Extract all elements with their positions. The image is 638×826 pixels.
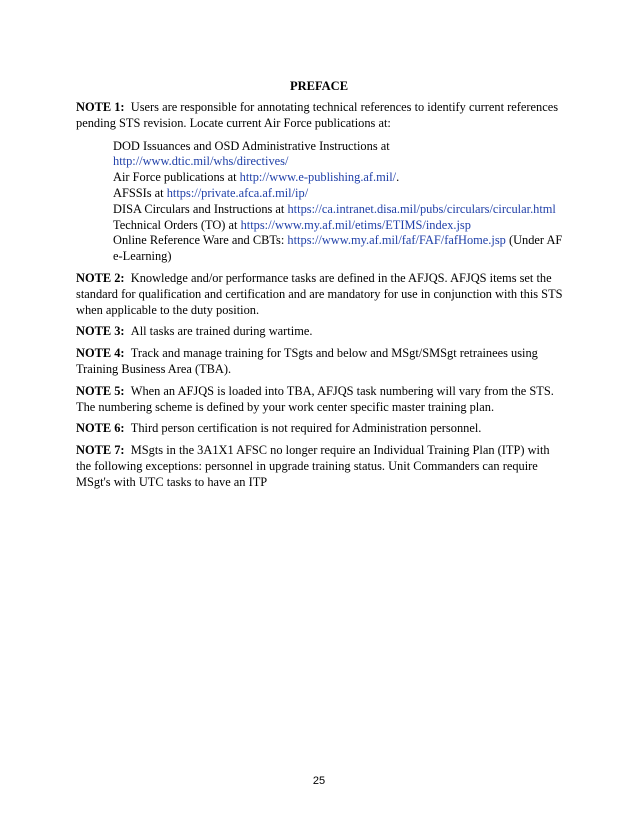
reference-link[interactable]: https://www.my.af.mil/etims/ETIMS/index.jsp [240,217,471,232]
note-6 [76,421,566,437]
note-2 [76,271,566,318]
reference-link[interactable]: https://www.my.af.mil/faf/FAF/fafHome.jsp [287,233,506,248]
reference-label: DOD Issuances and OSD Administrative Instructions at [113,138,390,153]
page-title: PREFACE [289,79,349,93]
note-label: NOTE 2: [76,270,125,285]
note-7 [76,443,566,490]
note-text: Track and manage training for TSgts and below and MSgt/SMSgt retrainees using Training Business Area (TBA). [76,346,538,376]
reference-label: DISA Circulars and Instructions at [113,201,288,216]
note-text: MSgts in the 3A1X1 AFSC no longer require an Individual Training Plan (ITP) with the following exceptions: personnel in upgrade training status. Unit Commanders can require MSgt's with UTC tasks to have an ITP [76,443,550,489]
note-text: When an AFJQS is loaded into TBA, AFJQS task numbering will vary from the STS. The numbering scheme is defined by your work center specific master training plan. [76,383,554,414]
note-label: NOTE 6: [76,421,125,436]
page-number: 25 [312,775,326,787]
reference-label: AFSSIs at [113,185,167,200]
reference-suffix: . [396,170,400,185]
reference-item [113,154,566,170]
note-label: NOTE 3: [76,324,125,339]
reference-item [113,202,566,218]
reference-link[interactable]: https://private.afca.af.mil/ip/ [166,185,309,200]
reference-link[interactable]: http://www.e-publishing.af.mil/ [239,170,397,185]
note-4 [76,346,566,378]
note-label: NOTE 7: [76,443,125,458]
reference-list [113,139,566,265]
reference-item [113,233,566,265]
document-body [76,100,566,497]
note-1-label: NOTE 1: [76,100,125,114]
note-text: Third person certification is not required for Administration personnel. [130,421,482,436]
note-label: NOTE 5: [76,383,125,398]
reference-item [113,186,566,202]
note-text: Knowledge and/or performance tasks are defined in the AFJQS. AFJQS items set the standard for qualification and certification and are mandatory for use in conjunction with this STS when applicable to the duty position. [76,270,563,317]
note-text: All tasks are trained during wartime. [130,324,313,339]
reference-item [113,139,566,155]
reference-suffix: (Under AF e-Learning) [113,233,563,264]
reference-link[interactable]: http://www.dtic.mil/whs/directives/ [113,154,289,169]
reference-label: Air Force publications at [113,170,240,185]
reference-link[interactable]: https://ca.intranet.disa.mil/pubs/circulars/circular.html [287,201,556,216]
reference-item [113,218,566,234]
note-5 [76,384,566,416]
note-label: NOTE 4: [76,346,125,361]
note-1-text: Users are responsible for annotating technical references to identify current references pending STS revision. Locate current Air Force publications at: [76,100,559,130]
reference-label: Technical Orders (TO) at [113,217,241,232]
note-3 [76,324,566,340]
reference-item [113,170,566,186]
note-1 [76,100,566,265]
reference-label: Online Reference Ware and CBTs: [113,233,288,248]
